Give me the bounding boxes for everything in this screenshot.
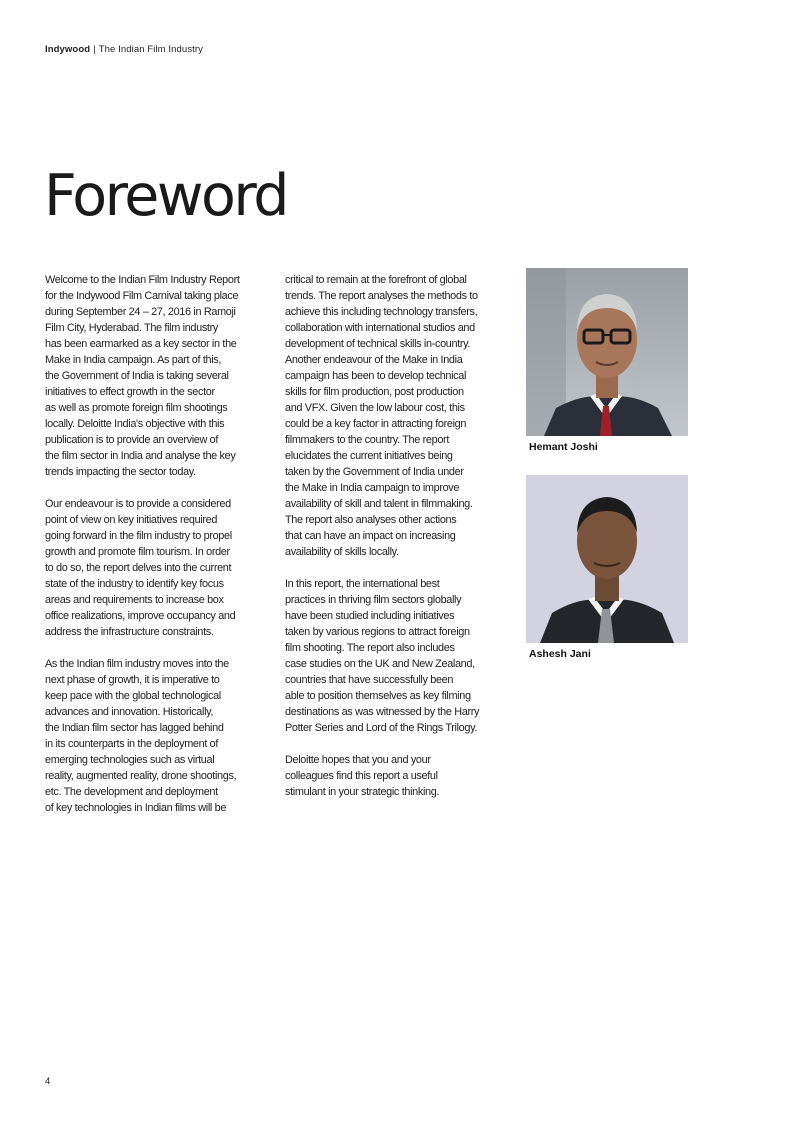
text-line: stimulant in your strategic thinking. <box>285 786 440 798</box>
text-line: the Government of India is taking several <box>45 370 229 382</box>
text-line: availability of skill and talent in filmmaking. <box>285 498 473 510</box>
text-line: the film sector in India and analyse the key <box>45 450 236 462</box>
text-line: destinations as was witnessed by the Harry <box>285 706 480 718</box>
header-separator: | <box>93 44 96 55</box>
text-line: in its counterparts in the deployment of <box>45 738 219 750</box>
text-line: campaign has been to develop technical <box>285 370 467 382</box>
text-line: emerging technologies such as virtual <box>45 754 215 766</box>
text-line: Another endeavour of the Make in India <box>285 354 463 366</box>
text-line: could be a key factor in attracting foreign <box>285 418 467 430</box>
text-line: to do so, the report delves into the current <box>45 562 232 574</box>
paragraph <box>45 656 277 816</box>
text-line: advances and innovation. Historically, <box>45 706 214 718</box>
text-line: has been earmarked as a key sector in the <box>45 338 237 350</box>
text-line: collaboration with international studios and <box>285 322 475 334</box>
text-line: availability of skills locally. <box>285 546 399 558</box>
text-line: colleagues find this report a useful <box>285 770 438 782</box>
text-line: case studies on the UK and New Zealand, <box>285 658 475 670</box>
text-line: etc. The development and deployment <box>45 786 218 798</box>
text-column-middle <box>285 272 517 800</box>
text-line: film shooting. The report also includes <box>285 642 455 654</box>
text-line: initiatives to effect growth in the sector <box>45 386 215 398</box>
text-line: taken by various regions to attract foreign <box>285 626 470 638</box>
text-line: of key technologies in Indian films will be <box>45 802 227 814</box>
running-header <box>45 44 203 55</box>
text-line: In this report, the international best <box>285 578 440 590</box>
text-line: Film City, Hyderabad. The film industry <box>45 322 218 334</box>
portrait-photo-hemant-joshi <box>526 268 688 436</box>
text-line: trends impacting the sector today. <box>45 466 196 478</box>
page-title: Foreword <box>44 163 287 229</box>
text-line: have been studied including initiatives <box>285 610 455 622</box>
text-line: Welcome to the Indian Film Industry Report <box>45 274 240 286</box>
paragraph <box>285 576 517 736</box>
text-line: reality, augmented reality, drone shootings, <box>45 770 237 782</box>
text-line: Make in India campaign. As part of this, <box>45 354 222 366</box>
text-line: countries that have successfully been <box>285 674 454 686</box>
text-line: able to position themselves as key filming <box>285 690 471 702</box>
page-number: 4 <box>45 1076 51 1087</box>
text-line: locally. Deloitte India's objective with this <box>45 418 225 430</box>
text-line: areas and requirements to increase box <box>45 594 224 606</box>
paragraph <box>285 272 517 560</box>
text-line: trends. The report analyses the methods to <box>285 290 478 302</box>
text-line: office realizations, improve occupancy and <box>45 610 236 622</box>
text-line: publication is to provide an overview of <box>45 434 219 446</box>
text-line: achieve this including technology transfers, <box>285 306 478 318</box>
header-brand: Indywood <box>45 44 91 55</box>
text-line: as well as promote foreign film shootings <box>45 402 228 414</box>
text-line: taken by the Government of India under <box>285 466 464 478</box>
text-line: critical to remain at the forefront of global <box>285 274 467 286</box>
text-line: the Indian film sector has lagged behind <box>45 722 224 734</box>
text-line: As the Indian film industry moves into the <box>45 658 229 670</box>
text-line: Deloitte hopes that you and your <box>285 754 431 766</box>
text-line: elucidates the current initiatives being <box>285 450 453 462</box>
header-subtitle: The Indian Film Industry <box>98 44 204 55</box>
text-line: skills for film production, post production <box>285 386 464 398</box>
text-line: next phase of growth, it is imperative to <box>45 674 220 686</box>
portrait-caption: Ashesh Jani <box>529 648 591 660</box>
text-line: filmmakers to the country. The report <box>285 434 449 446</box>
text-line: Potter Series and Lord of the Rings Trilogy. <box>285 722 478 734</box>
paragraph <box>285 752 517 800</box>
text-line: that can have an impact on increasing <box>285 530 456 542</box>
text-line: during September 24 – 27, 2016 in Ramoji <box>45 306 236 318</box>
text-line: keep pace with the global technological <box>45 690 221 702</box>
text-line: state of the industry to identify key focus <box>45 578 224 590</box>
text-line: development of technical skills in-country. <box>285 338 471 350</box>
text-line: going forward in the film industry to propel <box>45 530 232 542</box>
text-column-left <box>45 272 277 816</box>
portrait-caption: Hemant Joshi <box>529 441 598 453</box>
text-line: the Make in India campaign to improve <box>285 482 460 494</box>
text-line: growth and promote film tourism. In order <box>45 546 230 558</box>
text-line: point of view on key initiatives required <box>45 514 218 526</box>
text-line: for the Indywood Film Carnival taking place <box>45 290 239 302</box>
text-line: and VFX. Given the low labour cost, this <box>285 402 465 414</box>
portrait-photo-ashesh-jani <box>526 475 688 643</box>
paragraph <box>45 496 277 640</box>
text-line: Our endeavour is to provide a considered <box>45 498 231 510</box>
text-line: address the infrastructure constraints. <box>45 626 214 638</box>
paragraph <box>45 272 277 480</box>
text-line: The report also analyses other actions <box>285 514 457 526</box>
text-line: practices in thriving film sectors globally <box>285 594 462 606</box>
